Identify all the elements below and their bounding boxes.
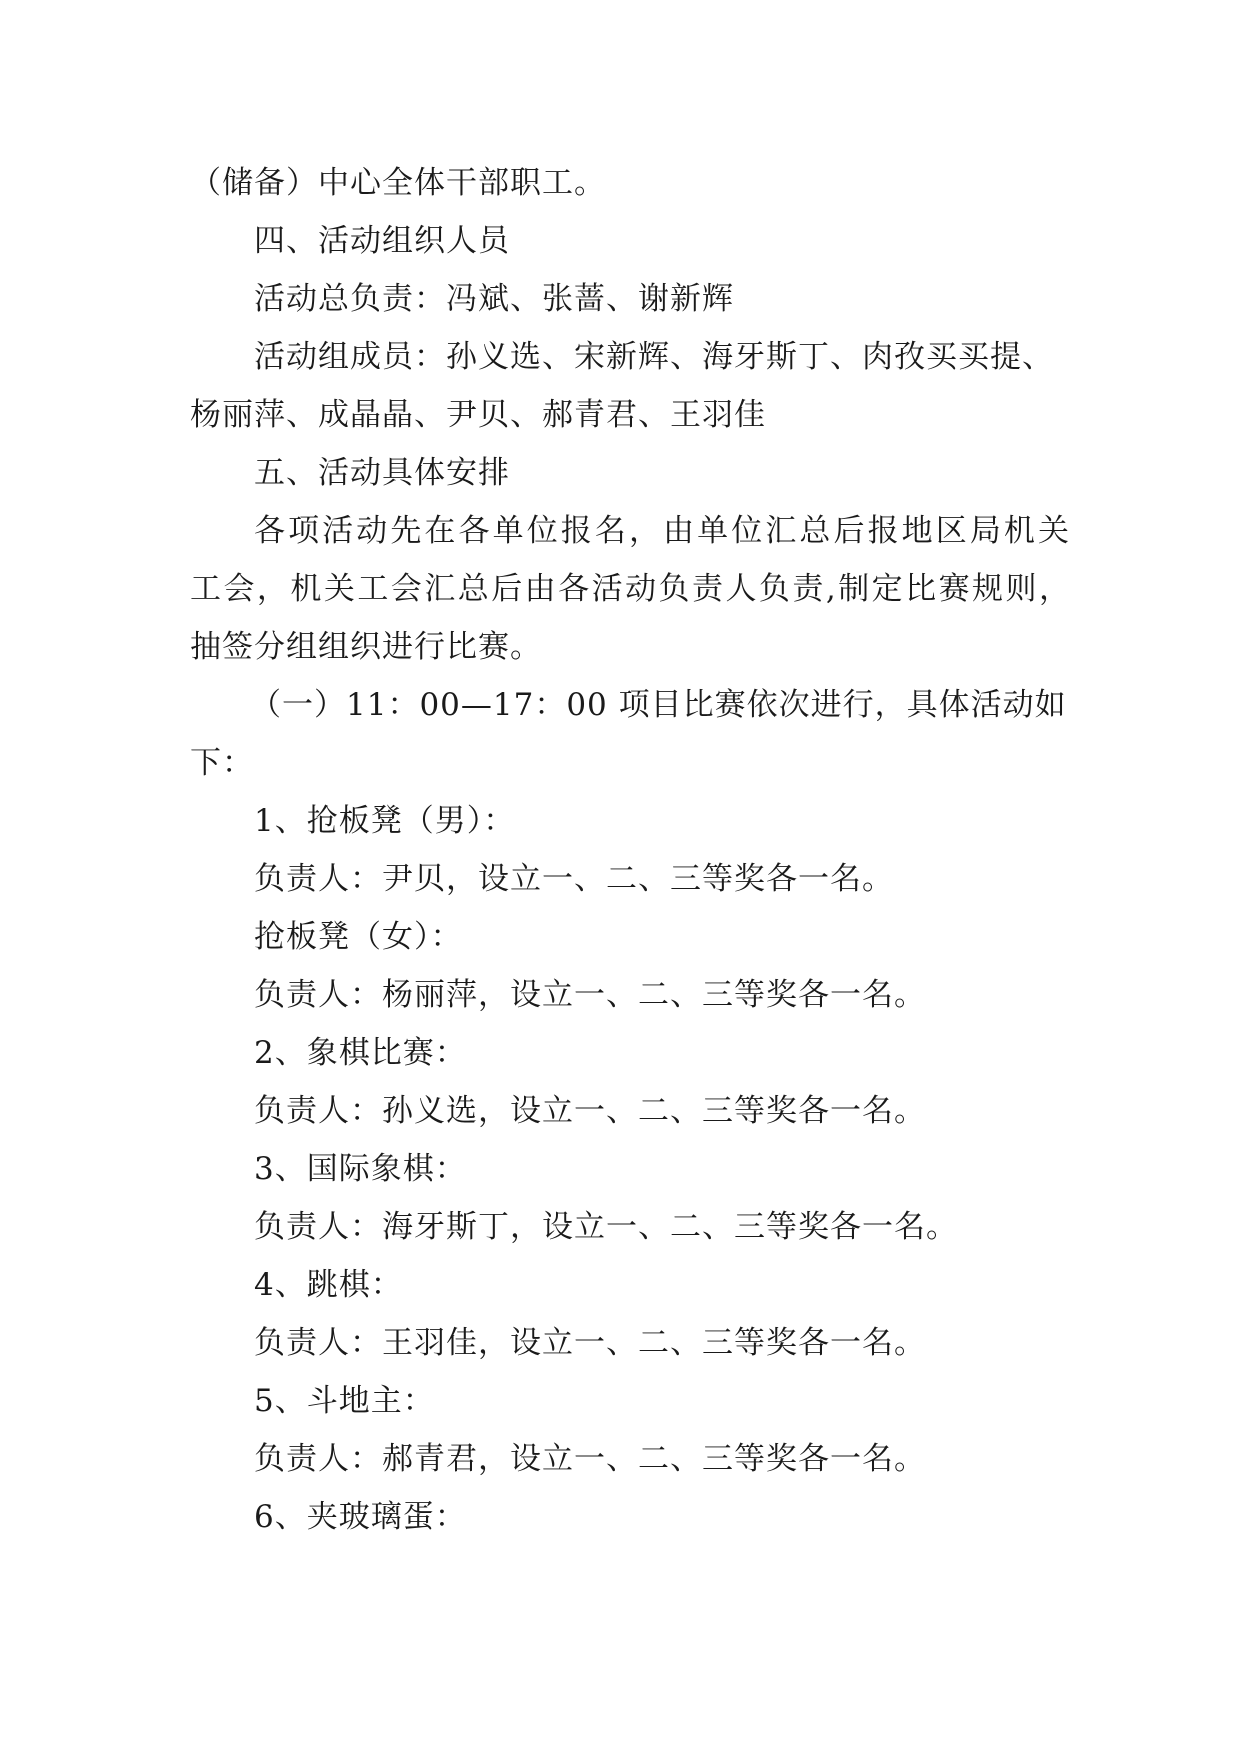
text-line: 活动总负责：冯斌、张蔷、谢新辉 bbox=[254, 281, 734, 317]
list-item: 2、象棋比赛： bbox=[254, 1035, 467, 1071]
list-item: 1、抢板凳（男）： bbox=[254, 803, 516, 839]
text-line: （储备）中心全体干部职工。 bbox=[190, 165, 606, 201]
list-item: 4、跳棋： bbox=[254, 1267, 403, 1303]
text-line: 负责人：王羽佳，设立一、二、三等奖各一名。 bbox=[254, 1325, 926, 1361]
text-line: 抽签分组组织进行比赛。 bbox=[190, 629, 542, 665]
text-line: 负责人：海牙斯丁，设立一、二、三等奖各一名。 bbox=[254, 1209, 958, 1245]
list-item: 6、夹玻璃蛋： bbox=[254, 1499, 467, 1535]
list-item: 抢板凳（女）： bbox=[254, 919, 463, 955]
text-line: 工会，机关工会汇总后由各活动负责人负责,制定比赛规则， bbox=[190, 571, 1070, 607]
text-line: 杨丽萍、成晶晶、尹贝、郝青君、王羽佳 bbox=[190, 397, 766, 433]
text-line: 活动组成员：孙义选、宋新辉、海牙斯丁、肉孜买买提、 bbox=[254, 339, 1054, 375]
text-line: 负责人：杨丽萍，设立一、二、三等奖各一名。 bbox=[254, 977, 926, 1013]
text-line: 各项活动先在各单位报名，由单位汇总后报地区局机关 bbox=[254, 513, 1070, 549]
text-line: 下： bbox=[190, 745, 254, 781]
section-heading: 五、活动具体安排 bbox=[254, 455, 510, 491]
list-item: 3、国际象棋： bbox=[254, 1151, 467, 1187]
list-item: 5、斗地主： bbox=[254, 1383, 435, 1419]
text-line: 负责人：尹贝，设立一、二、三等奖各一名。 bbox=[254, 861, 894, 897]
text-line: 负责人：郝青君，设立一、二、三等奖各一名。 bbox=[254, 1441, 926, 1477]
subsection-heading: （一）11：00—17：00 项目比赛依次进行，具体活动如 bbox=[250, 687, 1067, 723]
section-heading: 四、活动组织人员 bbox=[254, 223, 510, 259]
text-line: 负责人：孙义选，设立一、二、三等奖各一名。 bbox=[254, 1093, 926, 1129]
